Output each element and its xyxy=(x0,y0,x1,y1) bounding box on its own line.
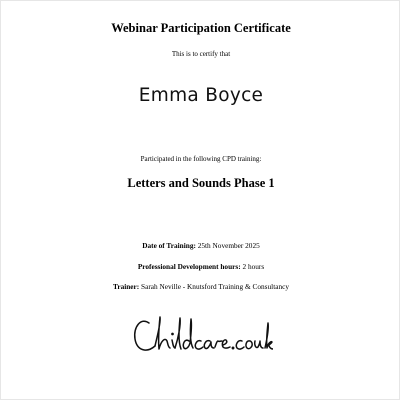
trainer xyxy=(1,282,400,291)
development-hours-label: Professional Development hours: xyxy=(137,262,241,271)
development-hours xyxy=(1,262,400,271)
trainer-value: Sarah Neville - Knutsford Training & Consultancy xyxy=(141,282,289,291)
training-date-value: 25th November 2025 xyxy=(197,241,260,250)
trainer-label: Trainer: xyxy=(113,282,140,291)
training-date-label: Date of Training: xyxy=(142,241,196,250)
recipient-name: Emma Boyce xyxy=(138,85,264,106)
certify-intro: This is to certify that xyxy=(171,50,231,58)
development-hours-value: 2 hours xyxy=(242,262,265,271)
participated-text: Participated in the following CPD training: xyxy=(140,155,262,163)
certificate-title: Webinar Participation Certificate xyxy=(111,21,291,35)
training-date xyxy=(1,241,400,250)
course-name: Letters and Sounds Phase 1 xyxy=(127,176,275,190)
childcare-logo-icon xyxy=(129,313,273,359)
